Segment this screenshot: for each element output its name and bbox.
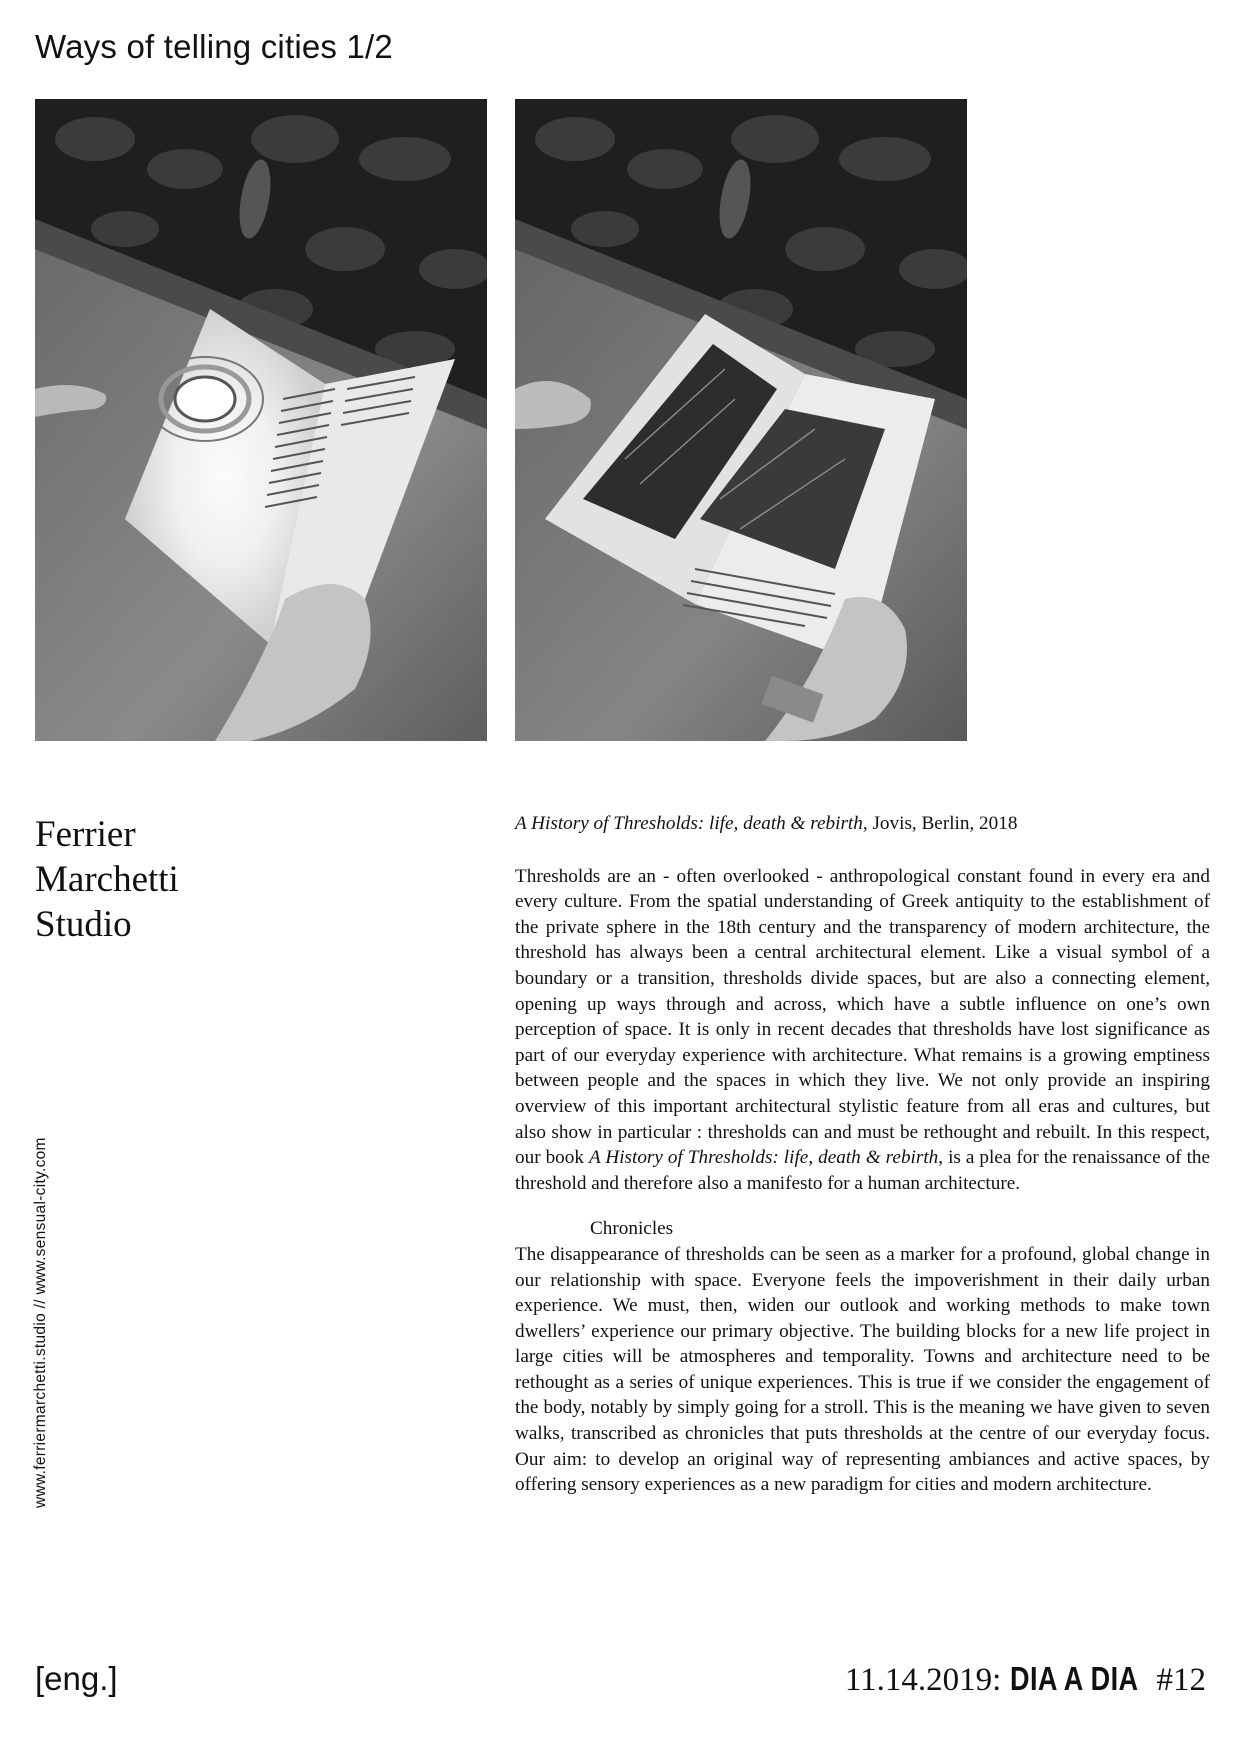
studio-name <box>35 812 179 947</box>
page-title: Ways of telling cities 1/2 <box>35 28 393 65</box>
chronicles-heading: Chronicles <box>590 1218 674 1240</box>
language-tag: [eng.] <box>35 1660 118 1697</box>
book-photo-left <box>35 99 487 741</box>
studio-name-line-3: Studio <box>35 904 132 945</box>
paragraph-chronicles: The disappearance of thresholds can be seen as a marker for a profound, global change in our relationship with space. Everyone feels the impoverishment in their daily urban experience. We must, then, widen our outlook and working methods to make town dwellers’ experience our primary objective. The building blocks for a new life project in large cities will be atmospheres and temporality. Towns and architecture need to be rethought as a series of unique experiences. This is true if we consider the engagement of the body, notably by simply going for a stroll. This is the meaning we have given to seven walks, transcribed as chronicles that puts thresholds at the centre of our everyday focus. Our aim: to develop an original way of representing ambiances and active spaces, by offering sensory experiences as a new paradigm for cities and modern architecture. <box>515 1243 1210 1496</box>
issue-date: 11.14.2019: <box>844 1662 1010 1698</box>
paragraph-thresholds-text-b: , is a plea for the renaissance of the threshold and therefore also a manifesto for a human architecture. <box>515 1147 1211 1194</box>
book-photo-right-image <box>515 99 967 741</box>
issue-number: #12 <box>1148 1662 1206 1698</box>
citation-title: A History of Thresholds: life, death & rebirth <box>515 813 863 834</box>
issue-series: DIA A DIA <box>1009 1660 1139 1697</box>
vertical-website-urls: www.ferriermarchetti.studio // www.sensual-city.com <box>32 1137 49 1508</box>
book-citation <box>515 811 1210 837</box>
paragraph-thresholds-text-a: Thresholds are an - often overlooked - anthropological constant found in every era and every culture. From the spatial understanding of Greek antiquity to the establishment of the private sphere in the 18th century and the transparency of modern architecture, the threshold has always been a central architectural element. Like a visual symbol of a boundary or a transition, thresholds divide spaces, but are also a connecting element, opening up ways through and across, which have a subtle influence on one’s own perception of space. It is only in recent decades that thresholds have lost significance as part of our everyday experience with architecture. What remains is a growing emptiness between people and the spaces in which they live. We not only provide an inspiring overview of this important architectural stylistic feature from all eras and cultures, but also show in particular : thresholds can and must be rethought and rebuilt. In this respect, our book <box>515 865 1210 1169</box>
studio-name-line-2: Marchetti <box>35 859 179 900</box>
citation-publisher: , Jovis, Berlin, 2018 <box>862 813 1018 834</box>
issue-footer <box>845 1660 1206 1699</box>
book-photo-left-image <box>35 99 487 741</box>
paragraph-thresholds-book-title: A History of Thresholds: life, death & rebirth <box>588 1147 939 1169</box>
paragraph-thresholds <box>515 864 1210 1197</box>
book-photo-right <box>515 99 967 741</box>
article-column <box>515 811 1210 1498</box>
studio-name-line-1: Ferrier <box>35 814 136 855</box>
